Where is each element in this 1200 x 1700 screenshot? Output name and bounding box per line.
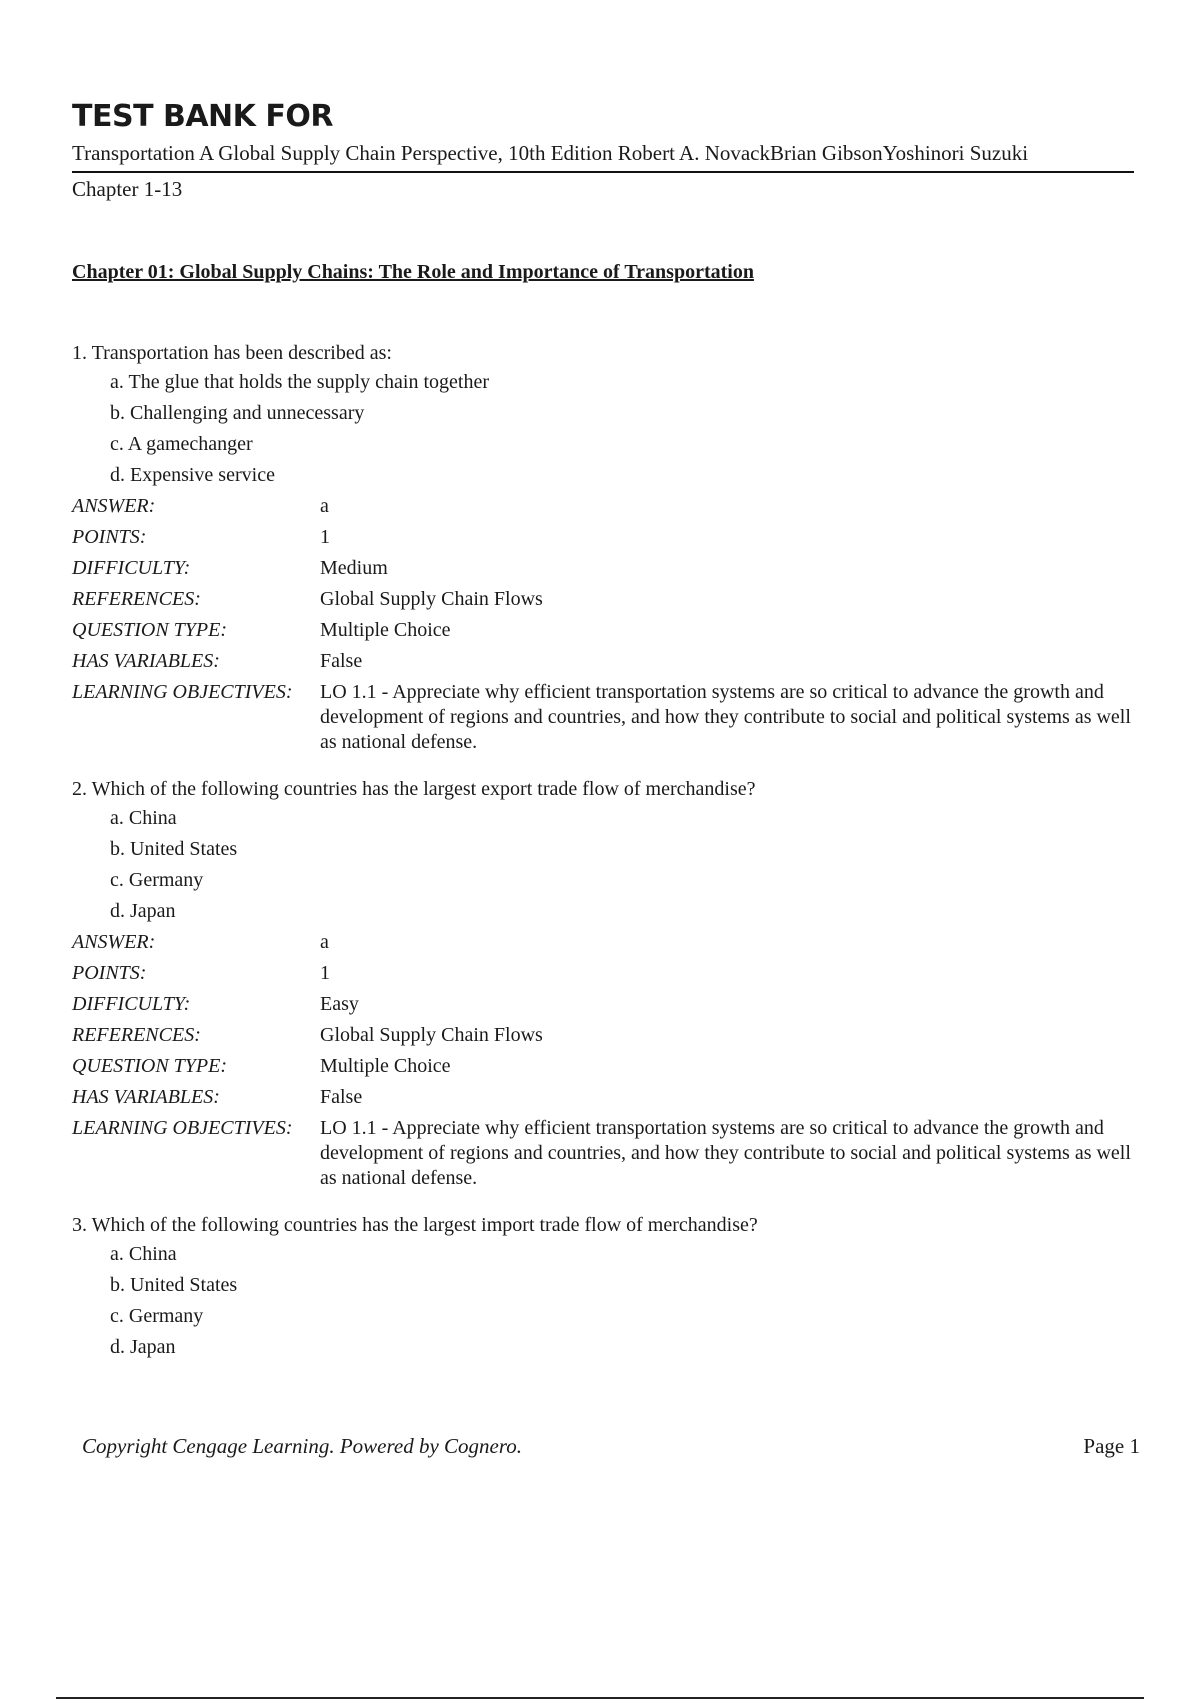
choice-d: d. Expensive service: [110, 464, 275, 486]
choice-c: c. Germany: [110, 1305, 204, 1327]
choice-b: b. United States: [110, 1274, 238, 1296]
references-value: Global Supply Chain Flows: [320, 1024, 543, 1046]
choice-c: c. Germany: [110, 869, 204, 891]
difficulty-row: [72, 553, 1134, 584]
difficulty-row: [72, 989, 1134, 1020]
has-variables-row: [72, 646, 1134, 677]
answer-value: a: [320, 931, 329, 953]
document-title: TEST BANK FOR: [72, 99, 333, 134]
document-page: [72, 100, 1134, 1363]
points-label: POINTS:: [72, 526, 147, 548]
question-stem: 2. Which of the following countries has the largest export trade flow of merchandise?: [72, 778, 756, 800]
answer-row: [72, 491, 1134, 522]
bottom-divider: [56, 1697, 1144, 1699]
answer-label: ANSWER:: [72, 495, 156, 517]
references-value: Global Supply Chain Flows: [320, 588, 543, 610]
page-number: Page 1: [1083, 1434, 1140, 1458]
book-subtitle: Transportation A Global Supply Chain Perspective, 10th Edition Robert A. NovackBrian GibsonYoshinori Suzuki: [72, 141, 1029, 165]
has-variables-label: HAS VARIABLES:: [72, 1086, 220, 1108]
question-type-value: Multiple Choice: [320, 619, 451, 641]
choice-d: d. Japan: [110, 900, 176, 922]
has-variables-value: False: [320, 650, 363, 672]
points-label: POINTS:: [72, 962, 147, 984]
answer-label: ANSWER:: [72, 931, 156, 953]
learning-objectives-value: LO 1.1 - Appreciate why efficient transportation systems are so critical to advance the growth and development of regions and countries, and how they contribute to social and political systems as well as national defense.: [320, 1117, 1131, 1189]
question-stem: 1. Transportation has been described as:: [72, 342, 392, 364]
chapter-heading: Chapter 01: Global Supply Chains: The Role and Importance of Transportation: [72, 261, 754, 283]
answer-row: [72, 927, 1134, 958]
difficulty-label: DIFFICULTY:: [72, 557, 191, 579]
choice-b: b. Challenging and unnecessary: [110, 402, 365, 424]
learning-objectives-row: [72, 680, 1134, 755]
points-value: 1: [320, 962, 330, 984]
answer-value: a: [320, 495, 329, 517]
question-2: [72, 775, 1134, 1191]
question-type-row: [72, 1051, 1134, 1082]
choice-a: a. The glue that holds the supply chain together: [110, 371, 489, 393]
choice-b: b. United States: [110, 838, 238, 860]
question-type-label: QUESTION TYPE:: [72, 619, 228, 641]
difficulty-label: DIFFICULTY:: [72, 993, 191, 1015]
learning-objectives-row: [72, 1116, 1134, 1191]
copyright-notice: Copyright Cengage Learning. Powered by Cognero.: [82, 1434, 522, 1458]
chapter-range: Chapter 1-13: [72, 177, 183, 201]
question-type-value: Multiple Choice: [320, 1055, 451, 1077]
difficulty-value: Medium: [320, 557, 388, 579]
points-value: 1: [320, 526, 330, 548]
references-row: [72, 584, 1134, 615]
question-type-label: QUESTION TYPE:: [72, 1055, 228, 1077]
references-label: REFERENCES:: [72, 588, 201, 610]
has-variables-row: [72, 1082, 1134, 1113]
points-row: [72, 522, 1134, 553]
question-type-row: [72, 615, 1134, 646]
question-1: [72, 339, 1134, 755]
has-variables-label: HAS VARIABLES:: [72, 650, 220, 672]
header-divider: [72, 171, 1134, 173]
difficulty-value: Easy: [320, 993, 359, 1015]
question-stem: 3. Which of the following countries has the largest import trade flow of merchandise?: [72, 1214, 758, 1236]
learning-objectives-label: LEARNING OBJECTIVES:: [72, 1117, 293, 1139]
references-row: [72, 1020, 1134, 1051]
question-3: [72, 1211, 1134, 1363]
points-row: [72, 958, 1134, 989]
choice-a: a. China: [110, 1243, 177, 1265]
page-footer: [82, 1432, 1140, 1460]
has-variables-value: False: [320, 1086, 363, 1108]
references-label: REFERENCES:: [72, 1024, 201, 1046]
choice-c: c. A gamechanger: [110, 433, 253, 455]
learning-objectives-value: LO 1.1 - Appreciate why efficient transportation systems are so critical to advance the growth and development of regions and countries, and how they contribute to social and political systems as well as national defense.: [320, 681, 1131, 753]
learning-objectives-label: LEARNING OBJECTIVES:: [72, 681, 293, 703]
choice-a: a. China: [110, 807, 177, 829]
choice-d: d. Japan: [110, 1336, 176, 1358]
